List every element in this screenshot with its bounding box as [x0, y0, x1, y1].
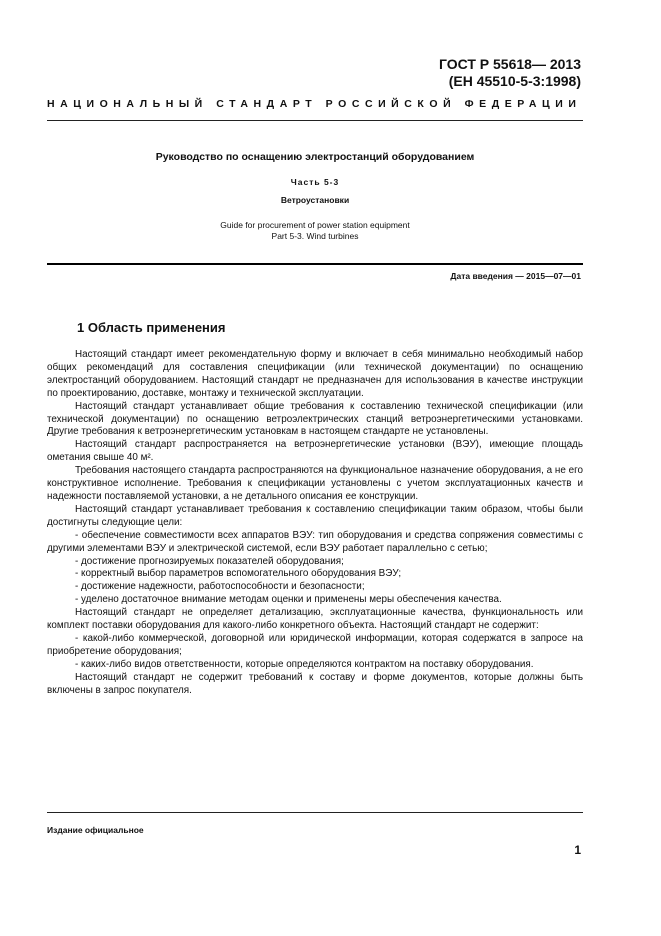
list-item: - уделено достаточное внимание методам оценки и применены меры обеспечения качества. [75, 594, 502, 606]
document-subtitle: Ветроустановки [280, 195, 350, 205]
en-number: (EH 45510-5-3:1998) [448, 73, 581, 89]
introduction-date: Дата введения — 2015—07—01 [450, 271, 581, 281]
document-title: Руководство по оснащению электростанций оборудованием [155, 151, 475, 163]
list-item: - обеспечение совместимости всех аппаратов ВЭУ: тип оборудования и средства сопряжения совместимы с другими элементами ВЭУ и электрической системой, если ВЭУ работает параллельно с сетью; [47, 529, 583, 554]
standard-designation [439, 56, 581, 90]
section-heading: 1 Область применения [77, 320, 226, 335]
list-item: - достижение надежности, работоспособности и безопасности; [75, 581, 365, 593]
paragraph: Настоящий стандарт не содержит требований к составу и форме документов, которые должны быть включены в запрос покупателя. [47, 671, 583, 696]
page-number: 1 [574, 843, 581, 857]
gost-number: ГОСТ Р 55618— 2013 [438, 56, 581, 72]
paragraph: Требования настоящего стандарта распространяются на функциональное назначение оборудования, а не его конструктивное исполнение. Требования к спецификации установлены с учетом эксплуатационных качеств и надежности поставляемой установки, а не детального описания ее конструкции. [47, 465, 583, 502]
list-item: - достижение прогнозируемых показателей оборудования; [75, 555, 344, 567]
paragraph: Настоящий стандарт устанавливает требования к составлению спецификации таким образом, чтобы были достигнуты следующие цели: [47, 503, 583, 528]
list-item: - корректный выбор параметров вспомогательного оборудования ВЭУ; [75, 568, 402, 580]
english-title [47, 220, 583, 242]
national-standard-banner: НАЦИОНАЛЬНЫЙ СТАНДАРТ РОССИЙСКОЙ ФЕДЕРАЦИИ [47, 98, 582, 110]
english-title-line2: Part 5-3. Wind turbines [271, 231, 359, 241]
paragraph: Настоящий стандарт не определяет детализацию, эксплуатационные качества, функциональность или комплект поставки оборудования для какого-либо конкретного объекта. Настоящий стандарт не содержит: [47, 607, 583, 632]
official-edition-label: Издание официальное [47, 825, 144, 835]
title-divider [47, 263, 583, 265]
list-item: - каких-либо видов ответственности, которые определяются контрактом на поставку оборудования. [75, 658, 534, 670]
paragraph: Настоящий стандарт имеет рекомендательную форму и включает в себя минимально необходимый набор общих рекомендаций для составления спецификации (или технической документации) по оснащению электростанций оборудованием. Настоящий стандарт не предназначен для использования в качестве инструкции по проектированию, доставке, монтажу и технической эксплуатации. [47, 349, 583, 399]
header-divider [47, 120, 583, 121]
paragraph: Настоящий стандарт устанавливает общие требования к составлению технической спецификации (или технической документации) по оснащению ветроэлектрических станций ветроэнергетическими установками. Другие требования к ветроэнергетическим установкам в настоящем стандарте не установлены. [47, 400, 583, 438]
paragraph: Настоящий стандарт распространяется на ветроэнергетические установки (ВЭУ), имеющие площадь ометания свыше 40 м². [47, 439, 583, 464]
footer-divider [47, 812, 583, 813]
section-body [47, 349, 583, 697]
part-label: Часть 5-3 [290, 177, 340, 187]
english-title-line1: Guide for procurement of power station equipment [220, 220, 410, 230]
list-item: - какой-либо коммерческой, договорной или юридической информации, которая содержатся в запросе на приобретение оборудования; [47, 632, 583, 657]
